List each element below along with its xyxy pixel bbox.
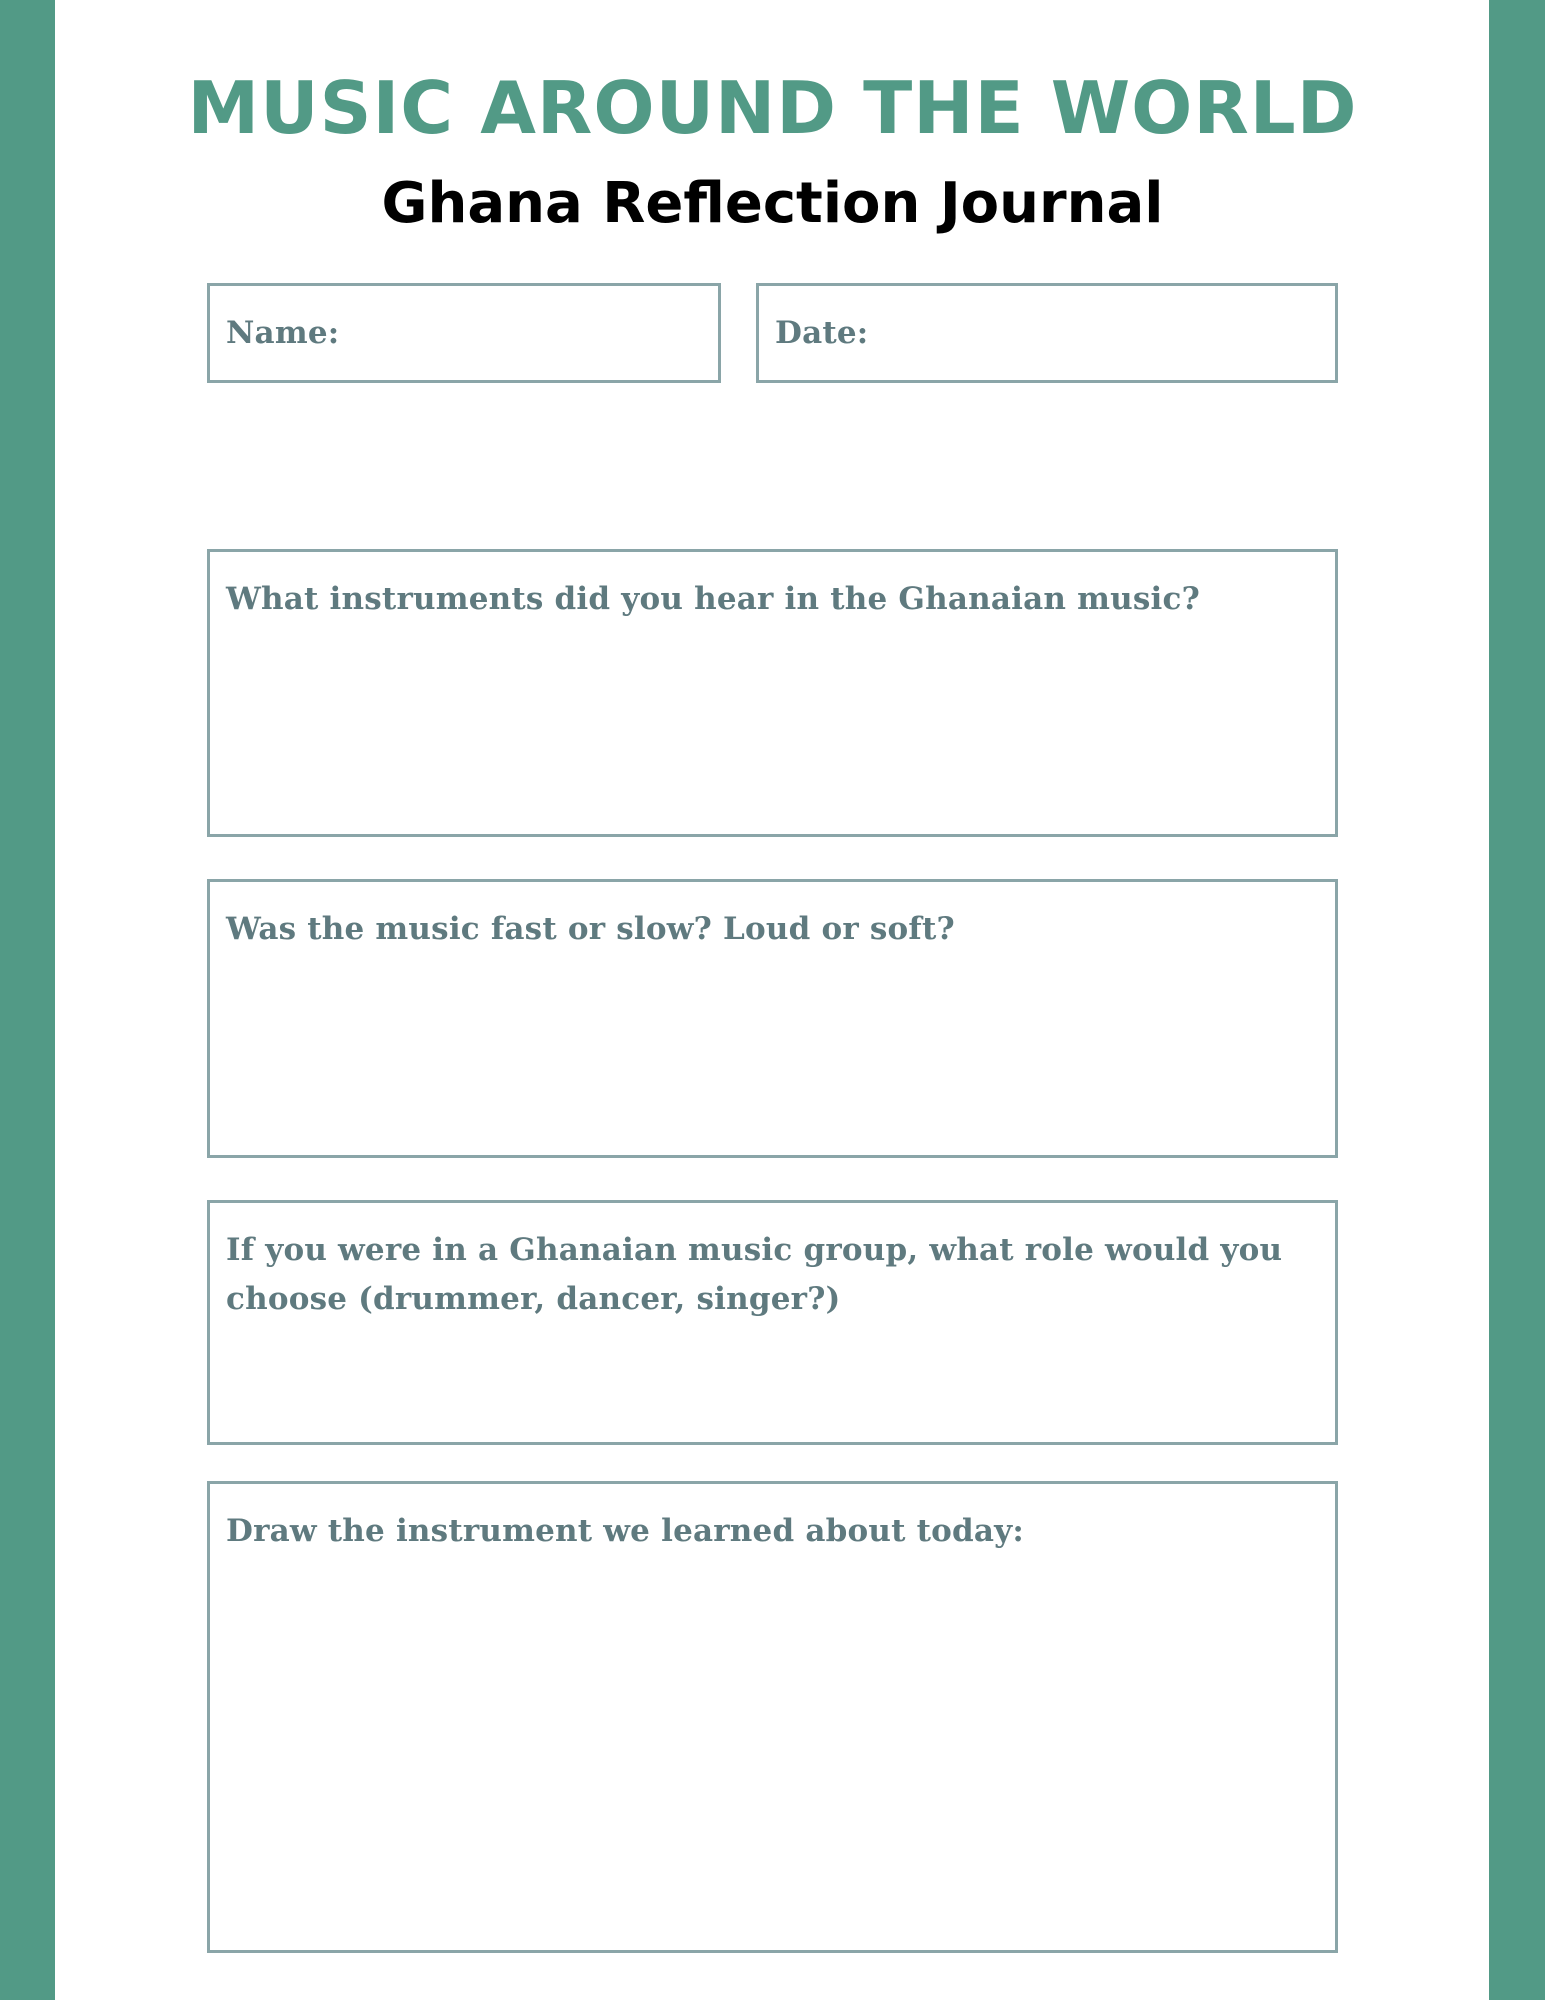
right-border-band xyxy=(1489,0,1545,2000)
name-field-label: Name: xyxy=(226,315,340,351)
question-role-answer-area[interactable] xyxy=(210,1323,1335,1442)
drawing-prompt-label: Draw the instrument we learned about today: xyxy=(226,1513,1025,1549)
question-instruments-box xyxy=(207,549,1338,837)
left-border-band xyxy=(0,0,55,2000)
question-tempo-volume-answer-area[interactable] xyxy=(210,972,1335,1155)
question-role-box xyxy=(207,1200,1338,1445)
date-field-label: Date: xyxy=(775,315,869,351)
date-field[interactable] xyxy=(756,283,1338,383)
drawing-box xyxy=(207,1481,1338,1953)
question-tempo-volume-label: Was the music fast or slow? Loud or soft? xyxy=(226,911,955,947)
question-instruments-answer-area[interactable] xyxy=(210,642,1335,834)
page-title: MUSIC AROUND THE WORLD xyxy=(187,66,1358,150)
question-instruments-label: What instruments did you hear in the Ghanaian music? xyxy=(226,581,1200,617)
question-role-label: If you were in a Ghanaian music group, what role would you choose (drummer, dancer, singer?) xyxy=(226,1232,1283,1317)
name-field[interactable] xyxy=(207,283,721,383)
question-tempo-volume-box xyxy=(207,879,1338,1158)
drawing-area[interactable] xyxy=(210,1564,1335,1950)
page-subtitle: Ghana Reflection Journal xyxy=(381,171,1164,236)
